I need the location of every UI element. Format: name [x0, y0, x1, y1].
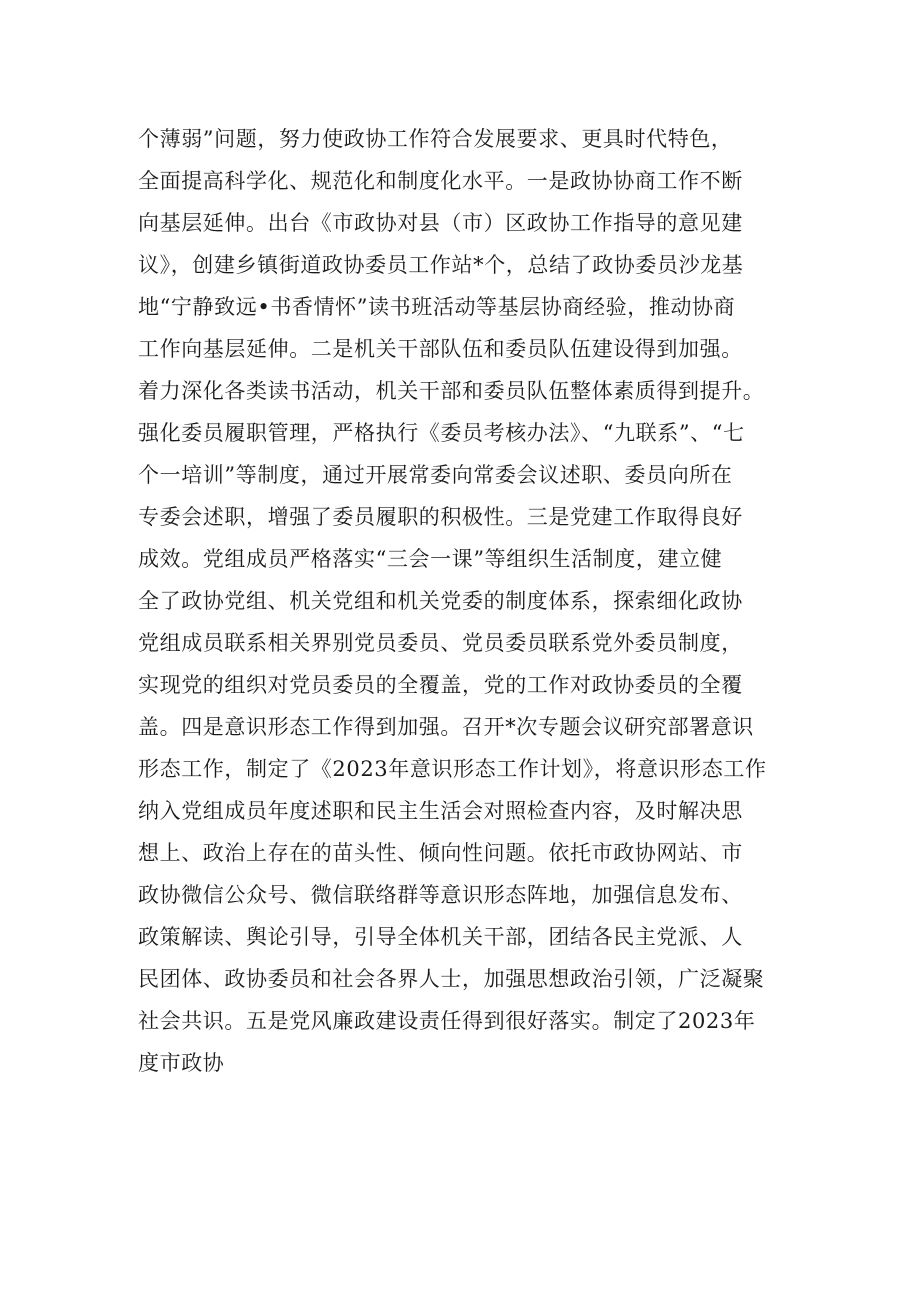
- text-line: 着力深化各类读书活动，机关干部和委员队伍整体素质得到提升。: [138, 379, 765, 403]
- text-line: 强化委员履职管理，严格执行《委员考核办法》、“九联系”、“七: [138, 421, 745, 445]
- text-line: 盖。四是意识形态工作得到加强。召开*次专题会议研究部署意识: [138, 715, 754, 739]
- text-line: 向基层延伸。出台《市政协对县（市）区政协工作指导的意见建: [138, 211, 743, 235]
- text-line: 成效。党组成员严格落实“三会一课”等组织生活制度，建立健: [138, 547, 723, 571]
- text-line: 实现党的组织对党员委员的全覆盖，党的工作对政协委员的全覆: [138, 673, 743, 697]
- text-line: 纳入党组成员年度述职和民主生活会对照检查内容，及时解决思: [138, 799, 743, 823]
- text-line: 形态工作，制定了《2023年意识形态工作计划》，将意识形态工作: [138, 757, 767, 781]
- text-line: 民团体、政协委员和社会各界人士，加强思想政治引领，广泛凝聚: [138, 967, 765, 991]
- text-line: 议》，创建乡镇街道政协委员工作站*个，总结了政协委员沙龙基: [138, 253, 744, 277]
- text-line: 专委会述职，增强了委员履职的积极性。三是党建工作取得良好: [138, 505, 743, 529]
- text-line: 社会共识。五是党风廉政建设责任得到很好落实。制定了2023年: [138, 1009, 756, 1033]
- text-line: 个一培训”等制度，通过开展常委向常委会议述职、委员向所在: [138, 463, 733, 487]
- text-line: 党组成员联系相关界别党员委员、党员委员联系党外委员制度，: [138, 631, 743, 655]
- text-line: 政协微信公众号、微信联络群等意识形态阵地，加强信息发布、: [138, 883, 743, 907]
- text-line: 想上、政治上存在的苗头性、倾向性问题。依托市政协网站、市: [138, 841, 743, 865]
- text-line: 地“宁静致远•书香情怀”读书班活动等基层协商经验，推动协商: [138, 295, 736, 319]
- text-line: 度市政协: [138, 1051, 225, 1075]
- text-line: 全了政协党组、机关党组和机关党委的制度体系，探索细化政协: [138, 589, 743, 613]
- body-paragraph: [138, 118, 798, 1084]
- text-line: 政策解读、舆论引导，引导全体机关干部，团结各民主党派、人: [138, 925, 743, 949]
- text-line: 工作向基层延伸。二是机关干部队伍和委员队伍建设得到加强。: [138, 337, 743, 361]
- text-line: 全面提高科学化、规范化和制度化水平。一是政协协商工作不断: [138, 169, 743, 193]
- text-line: 个薄弱”问题，努力使政协工作符合发展要求、更具时代特色，: [138, 127, 733, 151]
